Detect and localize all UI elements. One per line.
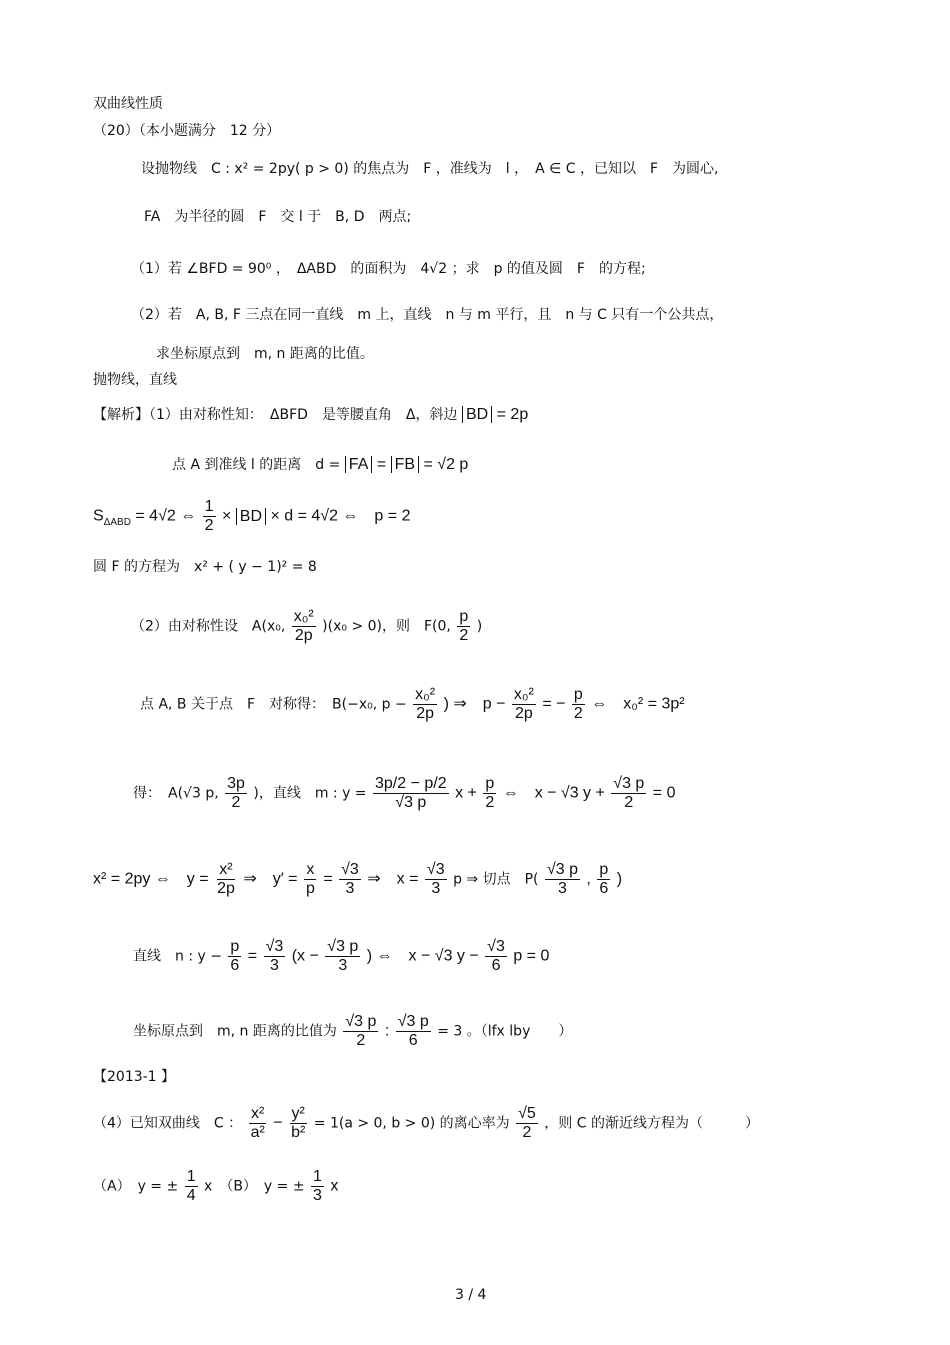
frac-den: 3 — [269, 957, 279, 974]
symmetry-step — [140, 686, 685, 723]
frac-num: p — [459, 608, 469, 625]
frac-num: x² — [219, 861, 233, 878]
derivative-text: ⇒ y′ = — [243, 870, 298, 888]
frac-ratio-1 — [343, 1013, 378, 1050]
abs-fa: FA — [345, 456, 373, 473]
symmetry-result: ⇔ x₀² = 3p² — [591, 695, 685, 713]
frac-num: √3 — [265, 938, 284, 955]
frac-den: a² — [250, 1124, 265, 1141]
frac-num: 1 — [313, 1168, 322, 1185]
frac-den: p — [305, 880, 315, 897]
half-denominator: 2 — [204, 517, 214, 534]
frac-root3-3 — [339, 861, 361, 898]
frac-num: √3 — [426, 861, 445, 878]
solution-line-2 — [172, 456, 468, 474]
frac-den: 2 — [485, 794, 495, 811]
frac-den: b² — [291, 1124, 306, 1141]
frac-num: y² — [291, 1105, 305, 1122]
line-n-general: ) ⇔ x − √3 y − — [366, 947, 479, 965]
frac-den: 2p — [217, 880, 235, 897]
frac-1 — [413, 686, 437, 723]
frac-den: 6 — [599, 880, 609, 897]
bd-value: = 2p — [496, 406, 529, 423]
frac-den: 6 — [408, 1032, 418, 1049]
abs-fb: FB — [391, 456, 419, 473]
frac-num: √3 p — [613, 775, 645, 792]
frac-den: 2 — [624, 794, 634, 811]
times-sign: × — [222, 507, 232, 525]
symmetry-text: 点 A, B 关于点 F 对称得： B(−x₀, p − — [140, 696, 407, 713]
frac-root3p-2 — [611, 775, 646, 812]
frac-den: 2 — [356, 1032, 366, 1049]
frac-num: √3 p — [546, 861, 578, 878]
topic-tag: 抛物线，直线 — [93, 372, 177, 388]
frac-num: x² — [251, 1105, 265, 1122]
close-paren: ) — [476, 618, 483, 635]
ratio-text: 坐标原点到 m, n 距离的比值为 — [133, 1023, 337, 1040]
equals-sign: = — [376, 456, 387, 473]
paren-x-minus: (x − — [291, 947, 319, 965]
distance-text: 点 A 到准线 l 的距离 d = — [172, 457, 341, 473]
line-m-step — [133, 775, 675, 812]
frac-num: 1 — [186, 1168, 196, 1185]
frac-num: p — [599, 861, 609, 878]
frac-p-6-b — [228, 938, 241, 975]
frac-den: 2 — [573, 705, 583, 722]
frac-num: x₀² — [415, 686, 436, 703]
line-m-text: 得： A(√3 p, — [133, 785, 219, 802]
frac-den: 3 — [558, 880, 567, 897]
frac-num: √3 p — [397, 1013, 429, 1030]
slope-fraction — [373, 775, 449, 812]
answer-options — [93, 1168, 338, 1205]
frac-root3-3-c — [264, 938, 286, 975]
equals-sign: = — [323, 870, 333, 888]
equals-neg: = − — [542, 695, 566, 713]
frac-den: 3 — [313, 1187, 322, 1204]
frac-den: 6 — [491, 957, 501, 974]
frac-num: 3p — [227, 775, 245, 792]
frac-num: √3 p — [345, 1013, 377, 1030]
frac-1-4 — [185, 1168, 198, 1205]
setup-text-2: )(x₀ > 0)，则 F(0, — [322, 618, 451, 635]
frac-1-3 — [311, 1168, 324, 1205]
comma: , — [586, 870, 591, 888]
asymptote-text: ，则 C 的渐近线方程为（ ） — [544, 1115, 759, 1132]
option-b-x: x — [330, 1177, 339, 1195]
frac-x2-2p — [215, 861, 237, 898]
half-numerator: 1 — [204, 498, 214, 515]
option-a-text: （A） y = ± — [93, 1178, 179, 1195]
frac-num: p — [230, 938, 240, 955]
distance-value: = √2 p — [423, 456, 469, 473]
ratio-step — [133, 1013, 572, 1050]
frac-y2-b2 — [289, 1105, 307, 1142]
setup-text: （2）由对称性设 A(x₀, — [131, 618, 286, 635]
frac-root3-6 — [485, 938, 507, 975]
solution-line-1 — [93, 406, 528, 424]
section-heading: 双曲线性质 — [93, 96, 163, 112]
frac-x2-a2 — [249, 1105, 267, 1142]
frac-num: x₀² — [513, 686, 534, 703]
frac-num: √3 — [487, 938, 505, 955]
solution-line-1-text: 【解析】（1）由对称性知： ΔBFD 是等腰直角 Δ，斜边 — [93, 407, 458, 423]
minus-sign: − — [273, 1114, 283, 1132]
fraction-half — [203, 498, 216, 535]
part-2-setup — [131, 608, 482, 645]
frac-root3-3-b — [425, 861, 447, 898]
area-equation — [93, 498, 410, 535]
equals-sign: = — [247, 947, 258, 965]
frac-x-p — [304, 861, 317, 898]
frac-den: 2 — [459, 627, 469, 644]
question-2-continued: 求坐标原点到 m, n 距离的比值。 — [156, 346, 374, 362]
frac-num: x — [306, 861, 315, 878]
frac-den: 3 — [338, 957, 348, 974]
abs-bd: BD — [462, 406, 492, 423]
frac-den: 2p — [294, 627, 313, 644]
ratio-colon: : — [384, 1022, 390, 1040]
eccentricity-text: = 1(a > 0, b > 0) 的离心率为 — [313, 1115, 510, 1132]
frac-num: √3 — [341, 861, 359, 878]
frac-num: √3 p — [327, 938, 359, 955]
abs-bd-2: BD — [236, 508, 266, 525]
circle-equation: 圆 F 的方程为 x² + ( y − 1)² = 8 — [93, 559, 317, 575]
question-4-text: （4）已知双曲线 C ： — [93, 1115, 243, 1132]
frac-p-2-b — [483, 775, 496, 812]
frac-root3p-3 — [545, 861, 580, 898]
x-plus: x + — [455, 784, 477, 802]
question-2: （2）若 A, B, F 三点在同一直线 m 上，直线 n 与 m 平行，且 n 与 C 只有一个公共点， — [131, 307, 724, 323]
frac-num: 3p/2 − p/2 — [375, 775, 447, 792]
frac-3 — [572, 686, 585, 723]
frac-p-6 — [597, 861, 610, 898]
frac-num: p — [573, 686, 583, 703]
implies-text: ) ⇒ p − — [443, 695, 506, 713]
frac-den: 2 — [522, 1124, 532, 1141]
parabola-text: x² = 2py ⇔ y = — [93, 870, 209, 888]
frac-root3p-3-b — [325, 938, 360, 975]
page-number: 3 / 4 — [455, 1287, 487, 1303]
area-symbol: S — [93, 507, 104, 525]
tangent-point-text: p ⇒ 切点 P( — [453, 871, 539, 888]
frac-den: 2p — [416, 705, 435, 722]
line-m-general: ⇔ x − √3 y + — [502, 784, 605, 802]
frac-den: 3 — [345, 880, 355, 897]
problem-number: （20）（本小题满分 12 分） — [93, 123, 281, 139]
x-equals: ⇒ x = — [367, 870, 419, 888]
line-n-text: 直线 n : y − — [133, 948, 222, 965]
problem-statement-line-2: FA 为半径的圆 F 交 l 于 B, D 两点; — [144, 209, 412, 225]
frac-den: 3 — [431, 880, 441, 897]
tangent-step — [93, 861, 622, 898]
problem-statement-line-1: 设抛物线 C : x² = 2py( p > 0) 的焦点为 F ，准线为 l ， A ∈ C ，已知以 F 为圆心, — [141, 161, 719, 177]
frac-num: x₀² — [293, 608, 314, 625]
frac-den: 2 — [231, 794, 241, 811]
frac-p-2 — [457, 608, 470, 645]
p-equals-zero: p = 0 — [513, 947, 550, 965]
frac-root5-2 — [516, 1105, 538, 1142]
frac-den: 2p — [514, 705, 533, 722]
line-n-step — [133, 938, 549, 975]
frac-num: √5 — [518, 1105, 536, 1122]
frac-num: p — [485, 775, 495, 792]
ratio-result: = 3 。（lfx lby ） — [437, 1023, 573, 1040]
equals-zero: = 0 — [652, 784, 676, 802]
frac-x0sq-2p — [292, 608, 316, 645]
frac-den: 4 — [186, 1187, 196, 1204]
frac-den: 6 — [230, 957, 240, 974]
line-m-text-2: )，直线 m : y = — [253, 785, 367, 802]
frac-2 — [512, 686, 536, 723]
frac-den: √3 p — [395, 794, 427, 811]
frac-3p-2 — [225, 775, 247, 812]
area-result: × d = 4√2 ⇔ p = 2 — [270, 507, 411, 525]
frac-ratio-2 — [396, 1013, 431, 1050]
area-equals: = 4√2 ⇔ — [135, 507, 197, 525]
year-tag: 【2013-1 】 — [93, 1069, 176, 1085]
close-paren: ) — [616, 870, 623, 888]
question-4 — [93, 1105, 759, 1142]
area-subscript: ΔABD — [103, 516, 131, 528]
question-1: （1）若 ∠BFD = 90⁰ ， ΔABD 的面积为 4√2 ；求 p 的值及圆 F 的方程; — [131, 261, 646, 277]
option-b-text: x （B） y = ± — [204, 1178, 305, 1195]
